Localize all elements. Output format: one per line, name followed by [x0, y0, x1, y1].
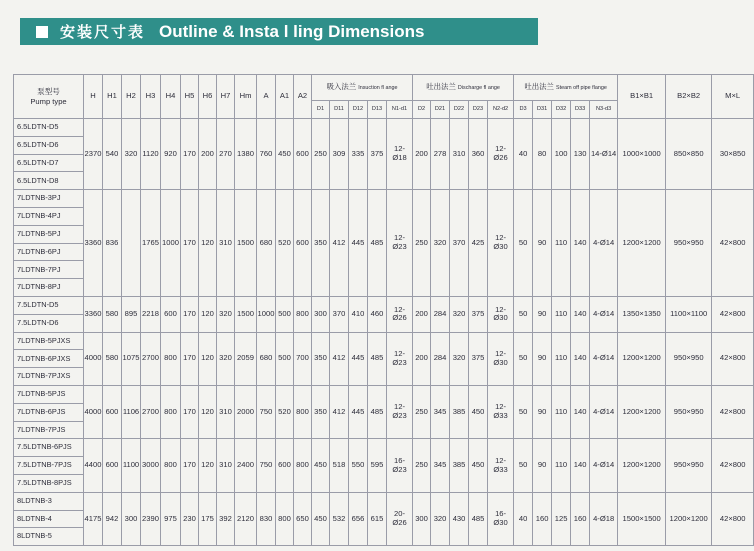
- value-cell: 3000: [141, 439, 161, 492]
- value-cell: 170: [181, 296, 199, 332]
- value-cell: 320: [217, 332, 235, 385]
- value-cell: 450: [276, 119, 294, 190]
- value-cell: 1000: [257, 296, 276, 332]
- value-cell: 4-Ø14: [590, 385, 618, 438]
- header-d12: D12: [349, 101, 368, 119]
- value-cell: 320: [431, 190, 450, 297]
- header-hm: Hm: [235, 75, 257, 119]
- value-cell: 284: [431, 296, 450, 332]
- value-cell: 3360: [84, 296, 103, 332]
- value-cell: 90: [533, 190, 552, 297]
- value-cell: 170: [181, 385, 199, 438]
- header-d13: D13: [368, 101, 387, 119]
- value-cell: 42×800: [712, 385, 754, 438]
- value-cell: 412: [330, 332, 349, 385]
- value-cell: 140: [571, 332, 590, 385]
- model-cell: 7.5LDTN-D6: [14, 314, 84, 332]
- value-cell: 360: [469, 119, 488, 190]
- value-cell: 1200×1200: [618, 439, 666, 492]
- header-d1: D1: [312, 101, 330, 119]
- value-cell: 12-Ø33: [488, 385, 514, 438]
- value-cell: 485: [368, 190, 387, 297]
- value-cell: 650: [294, 492, 312, 545]
- model-cell: 7LDTNB-5PJ: [14, 225, 84, 243]
- title-en: Outline & Insta l ling Dimensions: [159, 21, 425, 41]
- value-cell: 1200×1200: [618, 385, 666, 438]
- value-cell: 50: [514, 296, 533, 332]
- model-cell: 7LDTNB-5PJS: [14, 385, 84, 403]
- model-cell: 6.5LDTN-D6: [14, 136, 84, 154]
- model-cell: 6.5LDTN-D8: [14, 172, 84, 190]
- value-cell: 1200×1200: [618, 190, 666, 297]
- value-cell: 110: [552, 190, 571, 297]
- value-cell: 680: [257, 190, 276, 297]
- value-cell: 600: [161, 296, 181, 332]
- value-cell: 1106: [122, 385, 141, 438]
- table-row: [14, 439, 754, 457]
- value-cell: 500: [276, 332, 294, 385]
- header-suction-cn: 吸入法兰: [326, 82, 357, 92]
- header-discharge-en: Discharge fl ange: [457, 85, 500, 92]
- value-cell: 110: [552, 296, 571, 332]
- value-cell: 300: [413, 492, 431, 545]
- value-cell: 350: [312, 190, 330, 297]
- value-cell: 1000: [161, 190, 181, 297]
- value-cell: 1120: [141, 119, 161, 190]
- value-cell: 580: [103, 332, 122, 385]
- value-cell: 335: [349, 119, 368, 190]
- header-steam-cn: 吐出法兰: [524, 82, 554, 92]
- value-cell: 375: [368, 119, 387, 190]
- table-row: [14, 385, 754, 403]
- value-cell: 600: [103, 385, 122, 438]
- value-cell: 12-Ø30: [488, 332, 514, 385]
- value-cell: 350: [312, 385, 330, 438]
- value-cell: 125: [552, 492, 571, 545]
- value-cell: 485: [368, 332, 387, 385]
- value-cell: 4-Ø14: [590, 296, 618, 332]
- header-discharge-flange: [413, 75, 514, 101]
- value-cell: 450: [469, 439, 488, 492]
- header-a1: A1: [276, 75, 294, 119]
- model-cell: 7.5LDTNB-8PJS: [14, 474, 84, 492]
- value-cell: 1200×1200: [618, 332, 666, 385]
- value-cell: 90: [533, 296, 552, 332]
- value-cell: 50: [514, 190, 533, 297]
- value-cell: 615: [368, 492, 387, 545]
- value-cell: 425: [469, 190, 488, 297]
- value-cell: 385: [450, 385, 469, 438]
- header-b2: B2×B2: [666, 75, 712, 119]
- model-cell: 6.5LDTN-D5: [14, 119, 84, 137]
- value-cell: 520: [276, 385, 294, 438]
- value-cell: 90: [533, 385, 552, 438]
- value-cell: 1000×1000: [618, 119, 666, 190]
- header-d22: D22: [450, 101, 469, 119]
- value-cell: 309: [330, 119, 349, 190]
- value-cell: 4000: [84, 385, 103, 438]
- value-cell: 50: [514, 385, 533, 438]
- value-cell: 975: [161, 492, 181, 545]
- model-cell: 7LDTNB-8PJ: [14, 279, 84, 297]
- value-cell: 320: [122, 119, 141, 190]
- value-cell: 170: [181, 439, 199, 492]
- header-steam-en: Steam off pipe flange: [556, 85, 607, 92]
- value-cell: 450: [312, 439, 330, 492]
- header-suction-flange: [312, 75, 413, 101]
- value-cell: 750: [257, 439, 276, 492]
- model-cell: 7LDTNB-3PJ: [14, 190, 84, 208]
- value-cell: 4000: [84, 332, 103, 385]
- header-ml: M×L: [712, 75, 754, 119]
- value-cell: 375: [469, 296, 488, 332]
- value-cell: 385: [450, 439, 469, 492]
- value-cell: 12-Ø23: [387, 332, 413, 385]
- header-h3: H3: [141, 75, 161, 119]
- value-cell: 140: [571, 439, 590, 492]
- value-cell: 950×950: [666, 332, 712, 385]
- table-row: [14, 296, 754, 314]
- header-a: A: [257, 75, 276, 119]
- value-cell: 12-Ø23: [387, 385, 413, 438]
- value-cell: 600: [276, 439, 294, 492]
- dimensions-table-wrap: [13, 74, 746, 546]
- model-cell: 8LDTNB-3: [14, 492, 84, 510]
- value-cell: 4-Ø14: [590, 439, 618, 492]
- value-cell: 40: [514, 492, 533, 545]
- value-cell: 1100×1100: [666, 296, 712, 332]
- value-cell: 120: [199, 385, 217, 438]
- value-cell: 2218: [141, 296, 161, 332]
- value-cell: 370: [450, 190, 469, 297]
- value-cell: 1075: [122, 332, 141, 385]
- header-n3-d3: N3-d3: [590, 101, 618, 119]
- value-cell: 680: [257, 332, 276, 385]
- model-cell: 7LDTNB-6PJXS: [14, 350, 84, 368]
- value-cell: 2700: [141, 385, 161, 438]
- value-cell: 16-Ø30: [488, 492, 514, 545]
- header-d33: D33: [571, 101, 590, 119]
- value-cell: 4-Ø14: [590, 332, 618, 385]
- value-cell: 532: [330, 492, 349, 545]
- model-cell: 7LDTNB-6PJS: [14, 403, 84, 421]
- value-cell: 800: [294, 385, 312, 438]
- value-cell: 42×800: [712, 492, 754, 545]
- value-cell: 485: [469, 492, 488, 545]
- value-cell: 700: [294, 332, 312, 385]
- model-cell: 7.5LDTNB-7PJS: [14, 457, 84, 475]
- header-d23: D23: [469, 101, 488, 119]
- value-cell: 345: [431, 439, 450, 492]
- header-steam-flange: [514, 75, 618, 101]
- header-n1-d1: N1-d1: [387, 101, 413, 119]
- table-body: [14, 119, 754, 546]
- value-cell: 170: [181, 190, 199, 297]
- header-n2-d2: N2-d2: [488, 101, 514, 119]
- value-cell: 300: [312, 296, 330, 332]
- header-suction-en: Insuction fl ange: [358, 85, 398, 92]
- value-cell: 175: [199, 492, 217, 545]
- value-cell: 284: [431, 332, 450, 385]
- title-cn: 安装尺寸表: [60, 23, 146, 41]
- value-cell: 942: [103, 492, 122, 545]
- value-cell: 12-Ø30: [488, 190, 514, 297]
- header-d11: D11: [330, 101, 349, 119]
- header-d21: D21: [431, 101, 450, 119]
- title-banner: [20, 18, 538, 45]
- header-a2: A2: [294, 75, 312, 119]
- value-cell: 4-Ø18: [590, 492, 618, 545]
- value-cell: 520: [276, 190, 294, 297]
- value-cell: 200: [413, 332, 431, 385]
- value-cell: 30×850: [712, 119, 754, 190]
- value-cell: 370: [330, 296, 349, 332]
- model-cell: 8LDTNB-4: [14, 510, 84, 528]
- value-cell: 1200×1200: [666, 492, 712, 545]
- value-cell: 350: [312, 332, 330, 385]
- table-row: [14, 332, 754, 350]
- header-d3: D3: [514, 101, 533, 119]
- value-cell: 920: [161, 119, 181, 190]
- model-cell: 7LDTNB-5PJXS: [14, 332, 84, 350]
- table-row: [14, 119, 754, 137]
- value-cell: 310: [450, 119, 469, 190]
- value-cell: 140: [571, 190, 590, 297]
- value-cell: 12-Ø26: [387, 296, 413, 332]
- model-cell: 6.5LDTN-D7: [14, 154, 84, 172]
- value-cell: 895: [122, 296, 141, 332]
- value-cell: 120: [199, 439, 217, 492]
- value-cell: 250: [413, 385, 431, 438]
- header-h6: H6: [199, 75, 217, 119]
- value-cell: 445: [349, 385, 368, 438]
- model-cell: 7LDTNB-7PJ: [14, 261, 84, 279]
- value-cell: 950×950: [666, 385, 712, 438]
- value-cell: 170: [181, 332, 199, 385]
- value-cell: 110: [552, 439, 571, 492]
- value-cell: 90: [533, 332, 552, 385]
- header-h1: H1: [103, 75, 122, 119]
- model-cell: 7LDTNB-7PJS: [14, 421, 84, 439]
- value-cell: 140: [571, 296, 590, 332]
- value-cell: 950×950: [666, 439, 712, 492]
- value-cell: 580: [103, 296, 122, 332]
- header-d2: D2: [413, 101, 431, 119]
- value-cell: 850×850: [666, 119, 712, 190]
- header-b1: B1×B1: [618, 75, 666, 119]
- value-cell: 310: [217, 439, 235, 492]
- value-cell: 392: [217, 492, 235, 545]
- value-cell: 160: [533, 492, 552, 545]
- value-cell: 656: [349, 492, 368, 545]
- value-cell: 1100: [122, 439, 141, 492]
- value-cell: 1350×1350: [618, 296, 666, 332]
- value-cell: 430: [450, 492, 469, 545]
- value-cell: 836: [103, 190, 122, 297]
- value-cell: 320: [450, 332, 469, 385]
- value-cell: 2120: [235, 492, 257, 545]
- value-cell: 2000: [235, 385, 257, 438]
- value-cell: 140: [571, 385, 590, 438]
- value-cell: 42×800: [712, 190, 754, 297]
- value-cell: 375: [469, 332, 488, 385]
- value-cell: 950×950: [666, 190, 712, 297]
- value-cell: 410: [349, 296, 368, 332]
- value-cell: 160: [571, 492, 590, 545]
- value-cell: 42×800: [712, 332, 754, 385]
- model-cell: 7.5LDTN-D5: [14, 296, 84, 314]
- value-cell: 2400: [235, 439, 257, 492]
- model-cell: 7LDTNB-6PJ: [14, 243, 84, 261]
- value-cell: 50: [514, 332, 533, 385]
- value-cell: 230: [181, 492, 199, 545]
- value-cell: 320: [217, 296, 235, 332]
- header-h7: H7: [217, 75, 235, 119]
- value-cell: 345: [431, 385, 450, 438]
- header-d31: D31: [533, 101, 552, 119]
- value-cell: 1500: [235, 296, 257, 332]
- value-cell: 90: [533, 439, 552, 492]
- value-cell: 445: [349, 332, 368, 385]
- value-cell: 200: [199, 119, 217, 190]
- value-cell: 250: [413, 190, 431, 297]
- value-cell: 110: [552, 385, 571, 438]
- value-cell: 170: [181, 119, 199, 190]
- value-cell: 270: [217, 119, 235, 190]
- model-cell: 7LDTNB-4PJ: [14, 207, 84, 225]
- value-cell: 450: [469, 385, 488, 438]
- value-cell: 310: [217, 190, 235, 297]
- value-cell: 12-Ø30: [488, 296, 514, 332]
- header-pump-type: [14, 75, 84, 119]
- value-cell: 12-Ø18: [387, 119, 413, 190]
- value-cell: 412: [330, 385, 349, 438]
- value-cell: 320: [431, 492, 450, 545]
- value-cell: 800: [294, 439, 312, 492]
- value-cell: 320: [450, 296, 469, 332]
- value-cell: 40: [514, 119, 533, 190]
- table-row: [14, 190, 754, 208]
- value-cell: 2370: [84, 119, 103, 190]
- value-cell: 12-Ø33: [488, 439, 514, 492]
- value-cell: 16-Ø23: [387, 439, 413, 492]
- value-cell: 42×800: [712, 439, 754, 492]
- value-cell: 42×800: [712, 296, 754, 332]
- value-cell: 120: [199, 332, 217, 385]
- value-cell: 760: [257, 119, 276, 190]
- value-cell: 200: [413, 119, 431, 190]
- value-cell: 600: [294, 119, 312, 190]
- header-h2: H2: [122, 75, 141, 119]
- value-cell: 800: [161, 332, 181, 385]
- value-cell: 518: [330, 439, 349, 492]
- value-cell: 250: [312, 119, 330, 190]
- value-cell: [122, 190, 141, 297]
- value-cell: 50: [514, 439, 533, 492]
- header-h: H: [84, 75, 103, 119]
- value-cell: 120: [199, 190, 217, 297]
- value-cell: 250: [413, 439, 431, 492]
- value-cell: 300: [122, 492, 141, 545]
- value-cell: 1765: [141, 190, 161, 297]
- value-cell: 20-Ø26: [387, 492, 413, 545]
- value-cell: 750: [257, 385, 276, 438]
- value-cell: 12-Ø26: [488, 119, 514, 190]
- value-cell: 110: [552, 332, 571, 385]
- value-cell: 445: [349, 190, 368, 297]
- value-cell: 830: [257, 492, 276, 545]
- value-cell: 800: [161, 385, 181, 438]
- header-d32: D32: [552, 101, 571, 119]
- value-cell: 2390: [141, 492, 161, 545]
- value-cell: 100: [552, 119, 571, 190]
- value-cell: 120: [199, 296, 217, 332]
- header-pump-type-cn: 泵型号: [37, 87, 60, 97]
- value-cell: 14-Ø14: [590, 119, 618, 190]
- model-cell: 7.5LDTNB-6PJS: [14, 439, 84, 457]
- value-cell: 1500: [235, 190, 257, 297]
- header-pump-type-en: Pump type: [30, 96, 67, 106]
- value-cell: 200: [413, 296, 431, 332]
- value-cell: 310: [217, 385, 235, 438]
- value-cell: 1500×1500: [618, 492, 666, 545]
- value-cell: 550: [349, 439, 368, 492]
- value-cell: 4175: [84, 492, 103, 545]
- value-cell: 450: [312, 492, 330, 545]
- value-cell: 500: [276, 296, 294, 332]
- value-cell: 800: [161, 439, 181, 492]
- value-cell: 595: [368, 439, 387, 492]
- value-cell: 540: [103, 119, 122, 190]
- value-cell: 412: [330, 190, 349, 297]
- value-cell: 600: [103, 439, 122, 492]
- header-h4: H4: [161, 75, 181, 119]
- value-cell: 2059: [235, 332, 257, 385]
- header-h5: H5: [181, 75, 199, 119]
- value-cell: 800: [276, 492, 294, 545]
- value-cell: 4-Ø14: [590, 190, 618, 297]
- value-cell: 2700: [141, 332, 161, 385]
- dimensions-table: [13, 74, 754, 546]
- value-cell: 278: [431, 119, 450, 190]
- value-cell: 3360: [84, 190, 103, 297]
- value-cell: 130: [571, 119, 590, 190]
- value-cell: 800: [294, 296, 312, 332]
- value-cell: 460: [368, 296, 387, 332]
- value-cell: 4400: [84, 439, 103, 492]
- model-cell: 8LDTNB-5: [14, 528, 84, 546]
- table-row: [14, 492, 754, 510]
- value-cell: 1380: [235, 119, 257, 190]
- value-cell: 485: [368, 385, 387, 438]
- header-discharge-cn: 吐出法兰: [426, 82, 456, 92]
- value-cell: 12-Ø23: [387, 190, 413, 297]
- model-cell: 7LDTNB-7PJXS: [14, 368, 84, 386]
- value-cell: 80: [533, 119, 552, 190]
- value-cell: 600: [294, 190, 312, 297]
- square-bullet-icon: [36, 26, 48, 38]
